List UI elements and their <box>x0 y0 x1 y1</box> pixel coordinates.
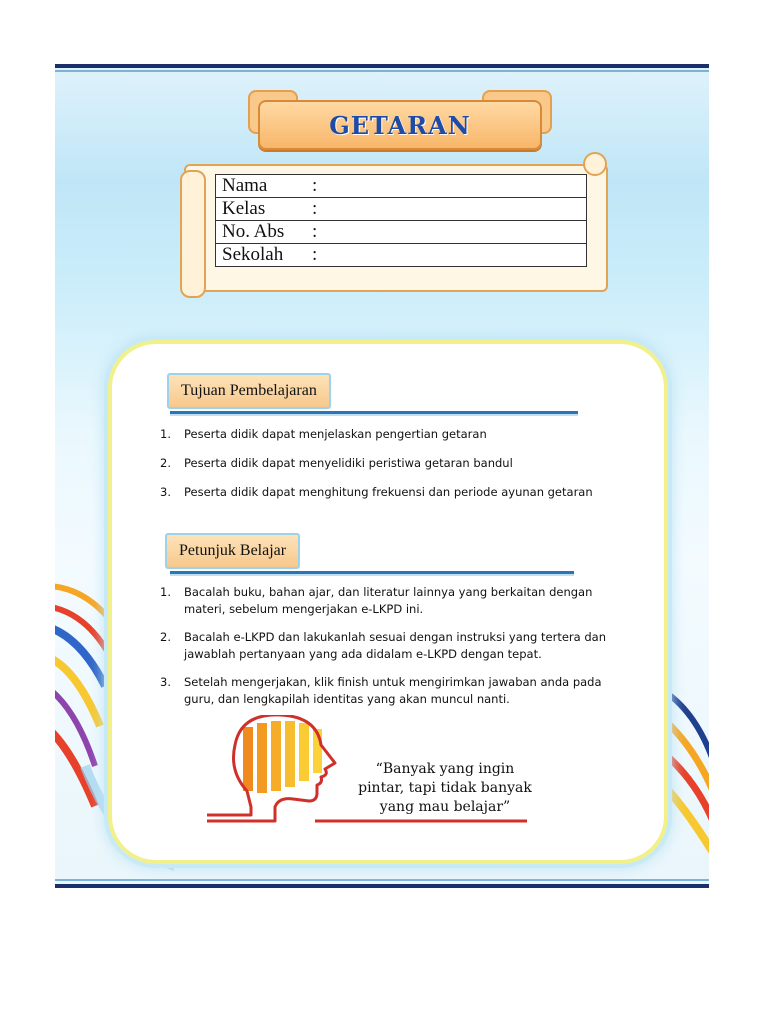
identity-label: Nama <box>222 175 268 196</box>
identity-row-kelas <box>216 198 587 221</box>
list-text: Setelah mengerjakan, klik finish untuk mengirimkan jawaban anda pada guru, dan lengkapilah identitas yang akan muncul nanti. <box>184 675 602 706</box>
petunjuk-divider <box>170 571 574 574</box>
identity-table <box>215 174 587 267</box>
list-item <box>160 426 630 443</box>
list-item <box>160 629 620 663</box>
identity-label: Sekolah <box>222 244 284 265</box>
scroll-curl-left <box>180 170 206 298</box>
page-title: GETARAN <box>329 110 471 140</box>
tujuan-heading: Tujuan Pembelajaran <box>181 382 317 399</box>
identity-separator: : <box>312 175 318 196</box>
identity-row-no-abs <box>216 221 587 244</box>
quote-line-1: “Banyak yang ingin <box>375 761 515 777</box>
list-number: 1. <box>160 585 171 599</box>
list-item <box>160 455 630 472</box>
identity-label: Kelas <box>222 198 266 219</box>
identity-cell[interactable] <box>216 198 587 221</box>
list-number: 2. <box>160 630 171 644</box>
identity-cell[interactable] <box>216 221 587 244</box>
identity-separator: : <box>312 221 318 242</box>
top-border-accent <box>55 70 709 72</box>
list-number: 2. <box>160 456 171 470</box>
title-banner <box>258 100 542 150</box>
list-text: Peserta didik dapat menghitung frekuensi dan periode ayunan getaran <box>184 485 593 499</box>
list-item <box>160 674 620 708</box>
identity-separator: : <box>312 198 318 219</box>
motivational-quote <box>345 760 545 817</box>
list-text: Peserta didik dapat menyelidiki peristiwa getaran bandul <box>184 456 513 470</box>
list-number: 3. <box>160 485 171 499</box>
tujuan-heading-tab <box>167 373 331 409</box>
list-item <box>160 484 630 501</box>
bottom-border-accent <box>55 879 709 881</box>
tujuan-divider <box>170 411 578 414</box>
identity-cell[interactable] <box>216 175 587 198</box>
identity-row-nama <box>216 175 587 198</box>
quote-line-2: pintar, tapi tidak banyak <box>358 780 532 796</box>
quote-line-3: yang mau belajar” <box>379 799 511 815</box>
list-text: Peserta didik dapat menjelaskan pengertian getaran <box>184 427 487 441</box>
petunjuk-heading: Petunjuk Belajar <box>179 542 287 559</box>
list-text: Bacalah buku, bahan ajar, dan literatur lainnya yang berkaitan dengan materi, sebelum mengerjakan e-LKPD ini. <box>184 585 593 616</box>
identity-cell[interactable] <box>216 244 587 267</box>
identity-row-sekolah <box>216 244 587 267</box>
identity-label: No. Abs <box>222 221 285 242</box>
petunjuk-list <box>160 584 620 708</box>
brain-stripes <box>243 721 322 793</box>
petunjuk-heading-tab <box>165 533 300 569</box>
list-item <box>160 584 620 618</box>
identity-separator: : <box>312 244 318 265</box>
list-number: 3. <box>160 675 171 689</box>
top-border-rule <box>55 64 709 68</box>
list-text: Bacalah e-LKPD dan lakukanlah sesuai dengan instruksi yang tertera dan jawablah pertanyaan yang ada didalam e-LKPD dengan tepat. <box>184 630 606 661</box>
tujuan-list <box>160 426 630 501</box>
bottom-border-rule <box>55 884 709 888</box>
list-number: 1. <box>160 427 171 441</box>
scroll-curl-right <box>583 152 607 176</box>
